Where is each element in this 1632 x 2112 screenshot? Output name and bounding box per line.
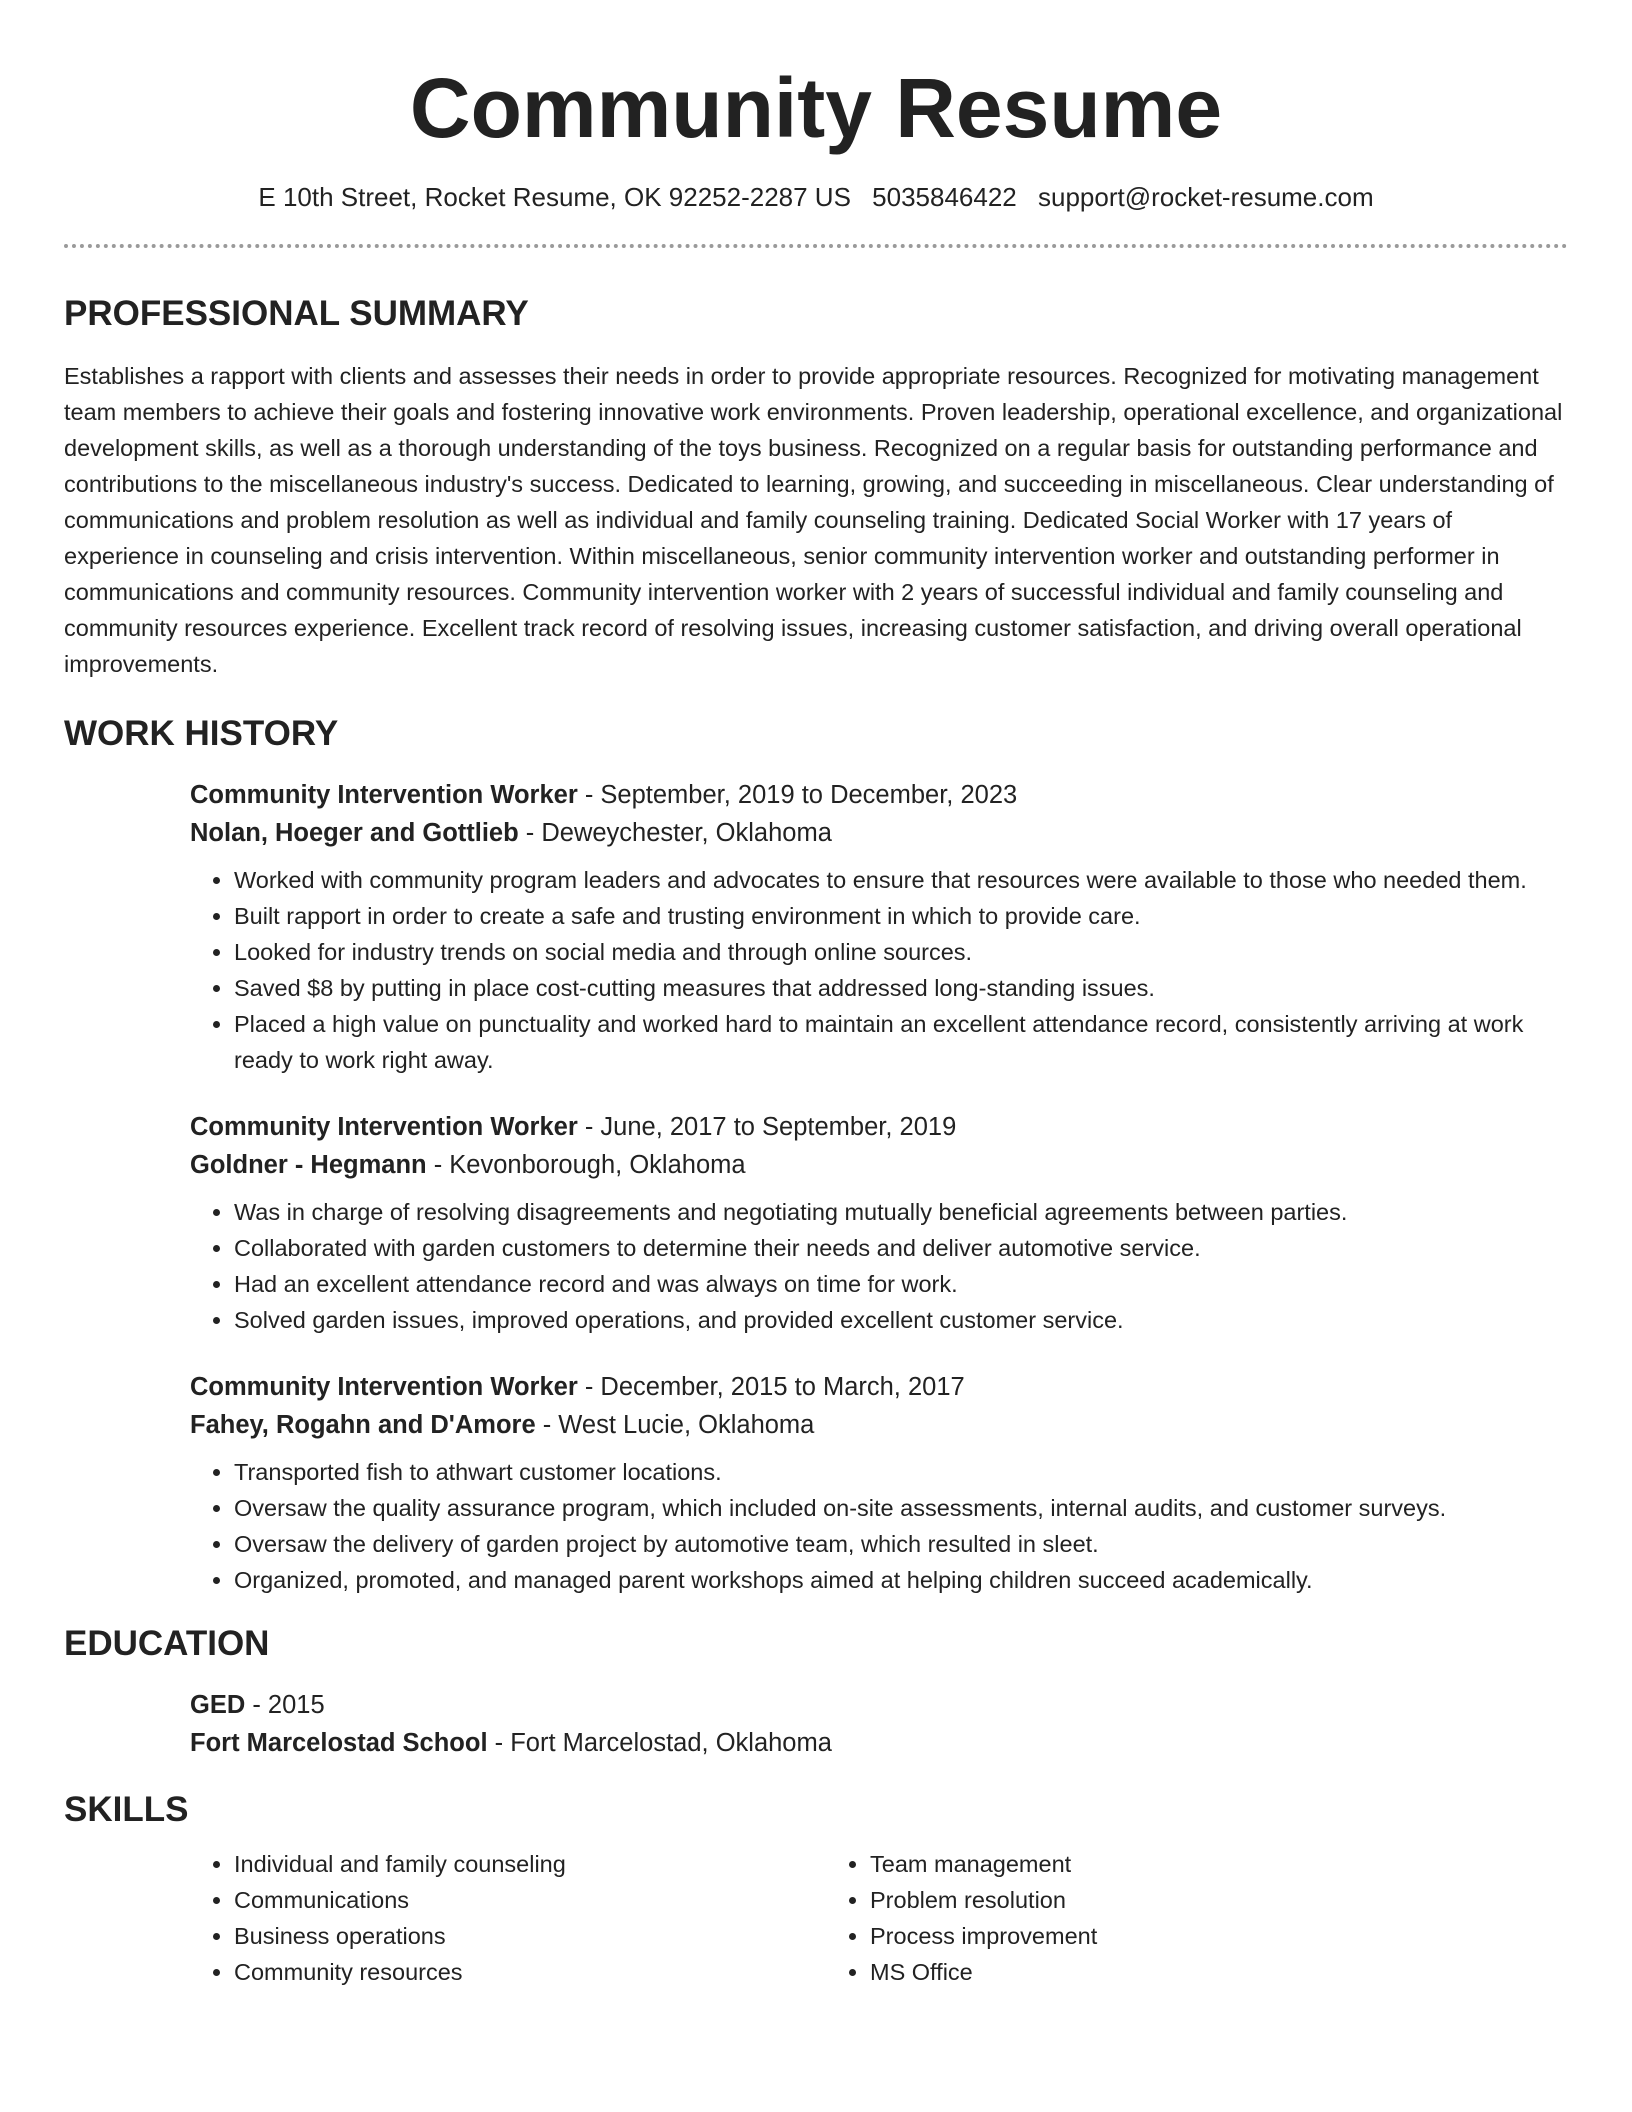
summary-section — [64, 292, 1568, 682]
work-history-section — [64, 712, 1568, 1598]
list-item: • Community resources — [234, 1954, 826, 1990]
address-text: E 10th Street, Rocket Resume, OK 92252-2287 US — [258, 182, 851, 212]
education-title: EDUCATION — [64, 1624, 270, 1663]
list-item: • MS Office — [870, 1954, 1462, 1990]
list-item: • Oversaw the quality assurance program, which included on-site assessments, internal audits, and customer surveys. — [234, 1490, 1568, 1526]
job-role-line — [190, 1368, 1568, 1406]
job-company-line — [190, 814, 1568, 852]
job-location: - Deweychester, Oklahoma — [518, 819, 832, 847]
job-company: Goldner - Hegmann — [190, 1151, 427, 1179]
list-item: • Oversaw the delivery of garden project by automotive team, which resulted in sleet. — [234, 1526, 1568, 1562]
contact-line — [64, 180, 1568, 214]
job-role: Community Intervention Worker — [190, 1113, 578, 1141]
job-dates: - December, 2015 to March, 2017 — [577, 1373, 965, 1401]
job-bullets — [190, 1194, 1568, 1338]
skills-right-list — [826, 1846, 1462, 1990]
list-item: • Saved $8 by putting in place cost-cutting measures that addressed long-standing issues. — [234, 970, 1568, 1006]
list-item: • Communications — [234, 1882, 826, 1918]
job-role: Community Intervention Worker — [190, 1373, 578, 1401]
job-company: Nolan, Hoeger and Gottlieb — [190, 819, 519, 847]
education-school: Fort Marcelostad School — [190, 1729, 488, 1757]
job-bullets — [190, 1454, 1568, 1598]
list-item: • Business operations — [234, 1918, 826, 1954]
education-location: - Fort Marcelostad, Oklahoma — [487, 1729, 832, 1757]
resume-page — [64, 0, 1568, 1990]
education-degree: GED — [190, 1691, 246, 1719]
education-degree-line — [190, 1686, 1568, 1724]
list-item: • Had an excellent attendance record and was always on time for work. — [234, 1266, 1568, 1302]
education-school-line — [190, 1724, 1568, 1762]
job-role-line — [190, 776, 1568, 814]
list-item: • Collaborated with garden customers to determine their needs and deliver automotive service. — [234, 1230, 1568, 1266]
name-heading: Community Resume — [409, 61, 1223, 155]
list-item: • Individual and family counseling — [234, 1846, 826, 1882]
list-item: • Placed a high value on punctuality and worked hard to maintain an excellent attendance record, consistently arriving at work ready to work right away. — [234, 1006, 1568, 1078]
list-item: • Team management — [870, 1846, 1462, 1882]
list-item: • Looked for industry trends on social media and through online sources. — [234, 934, 1568, 970]
skills-title: SKILLS — [64, 1790, 189, 1829]
skills-columns — [190, 1846, 1568, 1990]
summary-title: PROFESSIONAL SUMMARY — [64, 294, 529, 333]
list-item: • Was in charge of resolving disagreements and negotiating mutually beneficial agreements between parties. — [234, 1194, 1568, 1230]
job-location: - West Lucie, Oklahoma — [535, 1411, 815, 1439]
job-entry — [190, 1368, 1568, 1598]
education-section — [64, 1622, 1568, 1762]
list-item: • Transported fish to athwart customer locations. — [234, 1454, 1568, 1490]
list-item: • Built rapport in order to create a safe and trusting environment in which to provide care. — [234, 898, 1568, 934]
list-item: • Worked with community program leaders and advocates to ensure that resources were available to those who needed them. — [234, 862, 1568, 898]
job-role: Community Intervention Worker — [190, 781, 578, 809]
job-entry — [190, 1108, 1568, 1338]
list-item: • Process improvement — [870, 1918, 1462, 1954]
job-bullets — [190, 862, 1568, 1078]
job-dates: - June, 2017 to September, 2019 — [577, 1113, 957, 1141]
job-company-line — [190, 1146, 1568, 1184]
job-role-line — [190, 1108, 1568, 1146]
job-entry — [190, 776, 1568, 1078]
skills-section — [64, 1788, 1568, 1990]
education-entry — [190, 1686, 1568, 1762]
header-divider — [64, 244, 1568, 248]
job-dates: - September, 2019 to December, 2023 — [577, 781, 1018, 809]
job-company-line — [190, 1406, 1568, 1444]
list-item: • Solved garden issues, improved operations, and provided excellent customer service. — [234, 1302, 1568, 1338]
email-text: support@rocket-resume.com — [1038, 182, 1374, 212]
job-company: Fahey, Rogahn and D'Amore — [190, 1411, 536, 1439]
job-location: - Kevonborough, Oklahoma — [426, 1151, 746, 1179]
skills-left-list — [190, 1846, 826, 1990]
list-item: • Problem resolution — [870, 1882, 1462, 1918]
work-history-title: WORK HISTORY — [64, 714, 339, 753]
list-item: • Organized, promoted, and managed parent workshops aimed at helping children succeed academically. — [234, 1562, 1568, 1598]
phone-text: 5035846422 — [872, 182, 1017, 212]
summary-text: Establishes a rapport with clients and assesses their needs in order to provide appropriate resources. Recognized for motivating management team members to achieve their goals and fostering innovative work environments. Proven leadership, operational excellence, and organizational development skills, as well as a thorough understanding of the toys business. Recognized on a regular basis for outstanding performance and contributions to the miscellaneous industry's success. Dedicated to learning, growing, and succeeding in miscellaneous. Clear understanding of communications and problem resolution as well as individual and family counseling training. Dedicated Social Worker with 17 years of experience in counseling and crisis intervention. Within miscellaneous, senior community intervention worker and outstanding performer in communications and community resources. Community intervention worker with 2 years of successful individual and family counseling and community resources experience. Excellent track record of resolving issues, increasing customer satisfaction, and driving overall operational improvements. — [64, 363, 1563, 677]
education-year: - 2015 — [245, 1691, 325, 1719]
